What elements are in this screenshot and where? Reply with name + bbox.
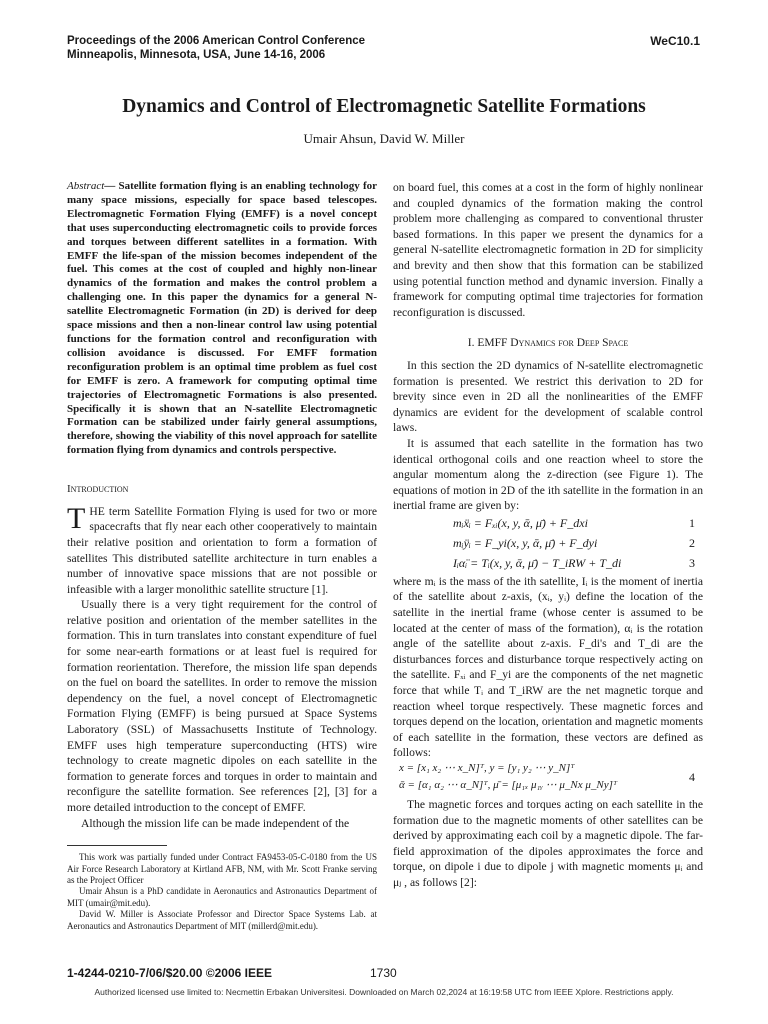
license-notice: Authorized licensed use limited to: Necmettin Erbakan Universitesi. Downloaded on March 02,2024 at 16:19:58 UTC from IEEE Xplore. Restrictions apply. [94, 987, 674, 997]
footnote-author-1: Umair Ahsun is a PhD candidate in Aeronautics and Astronautics Department of MIT (umair@mit.edu). [67, 886, 377, 908]
conference-name: Proceedings of the 2006 American Control Conference [67, 35, 366, 47]
section-paragraph-3: where mᵢ is the mass of the ith satellite, Iᵢ is the moment of inertia of the satellite about z-axis, (xᵢ, yᵢ) define the location of the satellite in the inertial frame (whose center is assumed to be located at the center of mass of the formation), αᵢ is the rotation angle of the satellite about z-axis. F_di's and T_di are the disturbances forces and disturbance torque respectively acting on the satellite. Fₓᵢ and F_yi are the components of the net magnetic force that while Tᵢ and T_iRW are the net magnetic torque and reaction wheel torque respectively. These magnetic forces and torques depend on the location, orientation and magnetic moments of each satellite in the formation, these vectors are defined as follows: [393, 574, 703, 760]
equation-3: Iᵢα̈ᵢ = Tᵢ(x, y, ᾱ, μ̄) − T_iRW + T_di 3 [453, 555, 695, 570]
conference-header [67, 34, 365, 62]
paper-authors: Umair Ahsun, David W. Miller [303, 131, 465, 146]
section-paragraph-2: It is assumed that each satellite in the formation has two identical orthogonal coils and one reaction wheel to store the angular momentum along the z-direction (see Figure 1). The equations of motion in 2D of the ith satellite in the formation in an inertial frame are given by: [393, 436, 703, 513]
equation-1: mᵢẍᵢ = Fₓᵢ(x, y, ᾱ, μ̄) + F_dxi 1 [453, 515, 695, 530]
equation-number: 2 [689, 535, 695, 550]
introduction-heading: Introduction [67, 483, 129, 496]
section-paragraph-1: In this section the 2D dynamics of N-satellite electromagnetic formation is presented. We restrict this derivation to 2D for brevity since even in 2D all the nonlinearities of the EMFF dynamics are evident for the development of scalable control laws. [393, 358, 703, 435]
conference-location: Minneapolis, Minnesota, USA, June 14-16, 2006 [67, 49, 326, 61]
drop-cap: T [67, 501, 86, 535]
abstract-keyword: Abstract [67, 180, 105, 192]
section-paragraph-4: The magnetic forces and torques acting on each satellite in the formation due to the magnetic moments of other satellites can be derived by approximating each coil by a magnetic dipole. The far-field approximation of the dipoles approximates the force and torque, on dipole i due to dipole j with magnetic moments μᵢ and μⱼ , as follows [2]: [393, 798, 703, 889]
intro-paragraph-2: Usually there is a very tight requirement for the control of relative position and orientation of the member satellites in the formation. This in turn translates into constant expenditure of fuel for some near-earth formations or at least fuel is required for formation reorientation. Therefore, the mission life span depends on the fuel on board the satellites. In order to remove the mission dependency on the fuel, a novel concept of Electromagnetic Formation Flying (EMFF) is being pursued at Space Systems Laboratory (SSL) of Massachusetts Institute of Technology. EMFF uses high temperature superconducting (HTS) wire technology to create magnetic dipoles on each satellite in the formation to generate forces and torques in order to maintain and reconfigure the satellite formation. See references [2], [3] for a more detailed introduction to the concept of EMFF. [67, 598, 377, 814]
intro-paragraph-3: Although the mission life can be made independent of the [81, 816, 350, 830]
equation-2: mᵢÿᵢ = F_yi(x, y, ᾱ, μ̄) + F_dyi 2 [453, 535, 695, 550]
footnote-author-2: David W. Miller is Associate Professor and Director Space Systems Lab. at Aeronautics and Astronautics Department of MIT (millerd@mit.edu). [67, 909, 377, 931]
abstract-text: — Satellite formation flying is an enabling technology for many space missions, especially for space based telescopes. Electromagnetic Formation Flying (EMFF) is a novel concept that uses superconducting electromagnetic coils to provide forces and torques between different satellites in a formation. With EMFF the life-span of the mission becomes independent of the fuel. This comes at the cost of coupled and highly non-linear dynamics of the formation and makes the control problem a challenging one. In this paper the dynamics for a general N-satellite Electromagnetic Formation (in 2D) is derived for deep space missions and then a non-linear control law using potential functions for the formation control and reconfiguration with collision avoidance is discussed. For EMFF formation reconfiguration problem is an optimal time problem as fuel cost for EMFF is zero. A framework for computing optimal time trajectories of Electromagnetic Formations is also presented. Specifically it is shown that an N-satellite Electromagnetic Formation can be stabilized under fairly general assumptions, therefore, showing the viability of this novel approach for satellite formation flying from dynamics and controls perspective. [67, 180, 377, 457]
isbn-copyright: 1-4244-0210-7/06/$20.00 ©2006 IEEE [67, 966, 272, 980]
right-column [393, 180, 703, 891]
orientation-moment-vectors: ᾱ = [α₁ α₂ ⋯ α_N]ᵀ, μ̄ = [μ₁ₓ μ₁ᵧ ⋯ μ_Nx μ_Ny]ᵀ [399, 779, 618, 791]
equation-number: 1 [689, 515, 695, 530]
intro-paragraph-1: THE term Satellite Formation Flying is used for two or more spacecrafts that fly near each other cooperatively to maintain their relative position and orientation to form a formation of satellites This distributed satellite architecture in turn enables a number of innovative space missions that are not possible or infeasible with a larger monolithic satellite structure [1]. [67, 501, 377, 596]
equation-4 [393, 761, 703, 797]
footnote-rule [67, 845, 167, 846]
footnote-funding: This work was partially funded under Contract FA9453-05-C-0180 from the US Air Force Research Laboratory at Kirtland AFB, NM, with Mr. Scott Franke serving as the Project Officer [67, 852, 377, 885]
abstract [67, 180, 377, 458]
equation-number: 4 [689, 770, 695, 784]
intro-paragraph-continued: on board fuel, this comes at a cost in the form of highly nonlinear and coupled dynamics of the formation making the control problem more challenging as compared to conventional thruster based formations. In this paper we present the dynamics for a general N-satellite electromagnetic formation in 2D for simplicity and brevity and then show that this formation can be stabilized using potential function method and dynamic inversion. Finally a framework for computing optimal time trajectories for formation reconfiguration is discussed. [393, 181, 703, 319]
state-vectors: x = [x₁ x₂ ⋯ x_N]ᵀ, y = [y₁ y₂ ⋯ y_N]ᵀ [399, 762, 575, 774]
equation-number: 3 [689, 555, 695, 570]
session-code: WeC10.1 [650, 34, 700, 48]
section-heading: I. EMFF Dynamics for Deep Space [467, 337, 629, 350]
left-column [67, 180, 377, 932]
paper-title: Dynamics and Control of Electromagnetic Satellite Formations [122, 96, 646, 117]
page-number: 1730 [370, 966, 397, 980]
